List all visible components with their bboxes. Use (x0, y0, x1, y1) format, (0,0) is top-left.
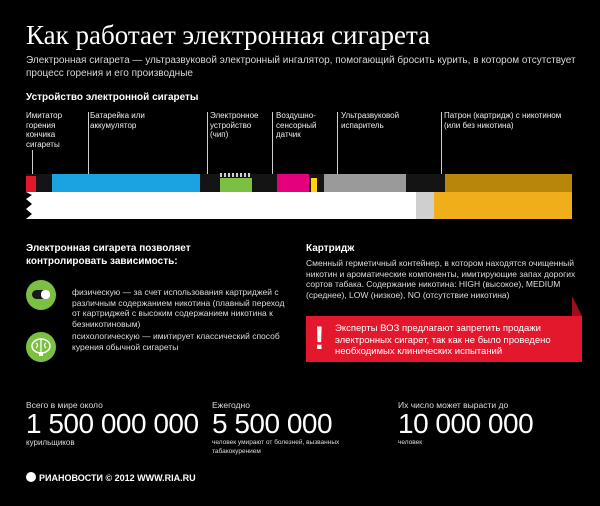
part-label-battery: Батарейка или аккумулятор (90, 111, 145, 130)
device-cutaway (26, 174, 572, 192)
leader-line (207, 112, 208, 174)
stat-sub: курильщиков (26, 438, 75, 447)
shaft-body (26, 192, 416, 219)
alert-fold (572, 296, 582, 316)
part-label-tip: Имитатор горения кончика сигареты (26, 111, 63, 149)
exclamation-icon: ! (314, 320, 325, 356)
leader-line (337, 112, 338, 174)
stat-value: 1 500 000 000 (26, 408, 199, 439)
shaft-cartridge (434, 192, 572, 219)
cartridge-text: Сменный герметичный контейнер, в котором находятся очищенный никотин и ароматические компоненты, имитирующие запах дорогих сортов табака. Содержание никотина: HIGH (высокое), MEDIUM (среднее), LOW (низкое), NO (отсутствие никотина) (306, 258, 576, 300)
page-title: Как работает электронная сигарета (26, 20, 431, 50)
intro-text: Электронная сигарета — ультразвуковой электронный ингалятор, помогающий бросить курить, в котором отсутствует процесс горения и его производные (26, 55, 576, 79)
brain-icon (26, 332, 56, 362)
ria-logo-icon (26, 472, 36, 482)
alert-text: Эксперты ВОЗ предлагают запретить продажи электронных сигарет, так как не было проведено необходимых клинических испытаний (335, 323, 551, 357)
footer (26, 472, 196, 483)
control-title: Электронная сигарета позволяет контролировать зависимость: (26, 243, 191, 267)
stat-sub: человек умирают от болезней, вызванных табакокурением (212, 439, 340, 455)
leader-line (88, 112, 89, 174)
footer-text: РИАНОВОСТИ © 2012 WWW.RIA.RU (39, 473, 196, 483)
shaft-connector (416, 192, 434, 219)
battery (52, 174, 200, 192)
part-label-cartridge: Патрон (картридж) с никотином (или без никотина) (444, 111, 562, 130)
leader-line (441, 112, 442, 174)
leader-line (32, 150, 33, 174)
stat-label: Всего в мире около (26, 400, 103, 410)
cartridge-title: Картридж (306, 243, 355, 254)
who-alert (306, 316, 582, 362)
chip (220, 178, 252, 192)
sensor-strip (311, 178, 317, 192)
device-section-title: Устройство электронной сигареты (26, 92, 199, 103)
cartridge-top (445, 174, 572, 192)
vaporizer (324, 174, 406, 192)
control-item-physical: физическую — за счет использования картриджей с различным содержанием никотина (плавный переход от картриджей с высоким содержанием никотина к безникотиновым) (72, 287, 285, 329)
pill-icon (26, 280, 56, 310)
tip-led (26, 176, 36, 192)
stat-label: Их число может вырасти до (398, 400, 509, 410)
part-label-sensor: Воздушно-сенсорный датчик (276, 111, 317, 139)
device-shaft (26, 192, 572, 219)
part-label-vaporizer: Ультразвуковой испаритель (341, 111, 400, 130)
stat-sub: человек (398, 439, 423, 446)
stat-label: Ежегодно (212, 400, 250, 410)
stat-value: 5 500 000 (212, 408, 333, 439)
stat-value: 10 000 000 (398, 408, 534, 439)
part-label-chip: Электронное устройство (чип) (210, 111, 259, 139)
leader-line (272, 112, 273, 174)
air-sensor (277, 174, 309, 192)
control-item-psychological: психологическую — имитирует классический способ курения обычной сигареты (72, 331, 280, 352)
